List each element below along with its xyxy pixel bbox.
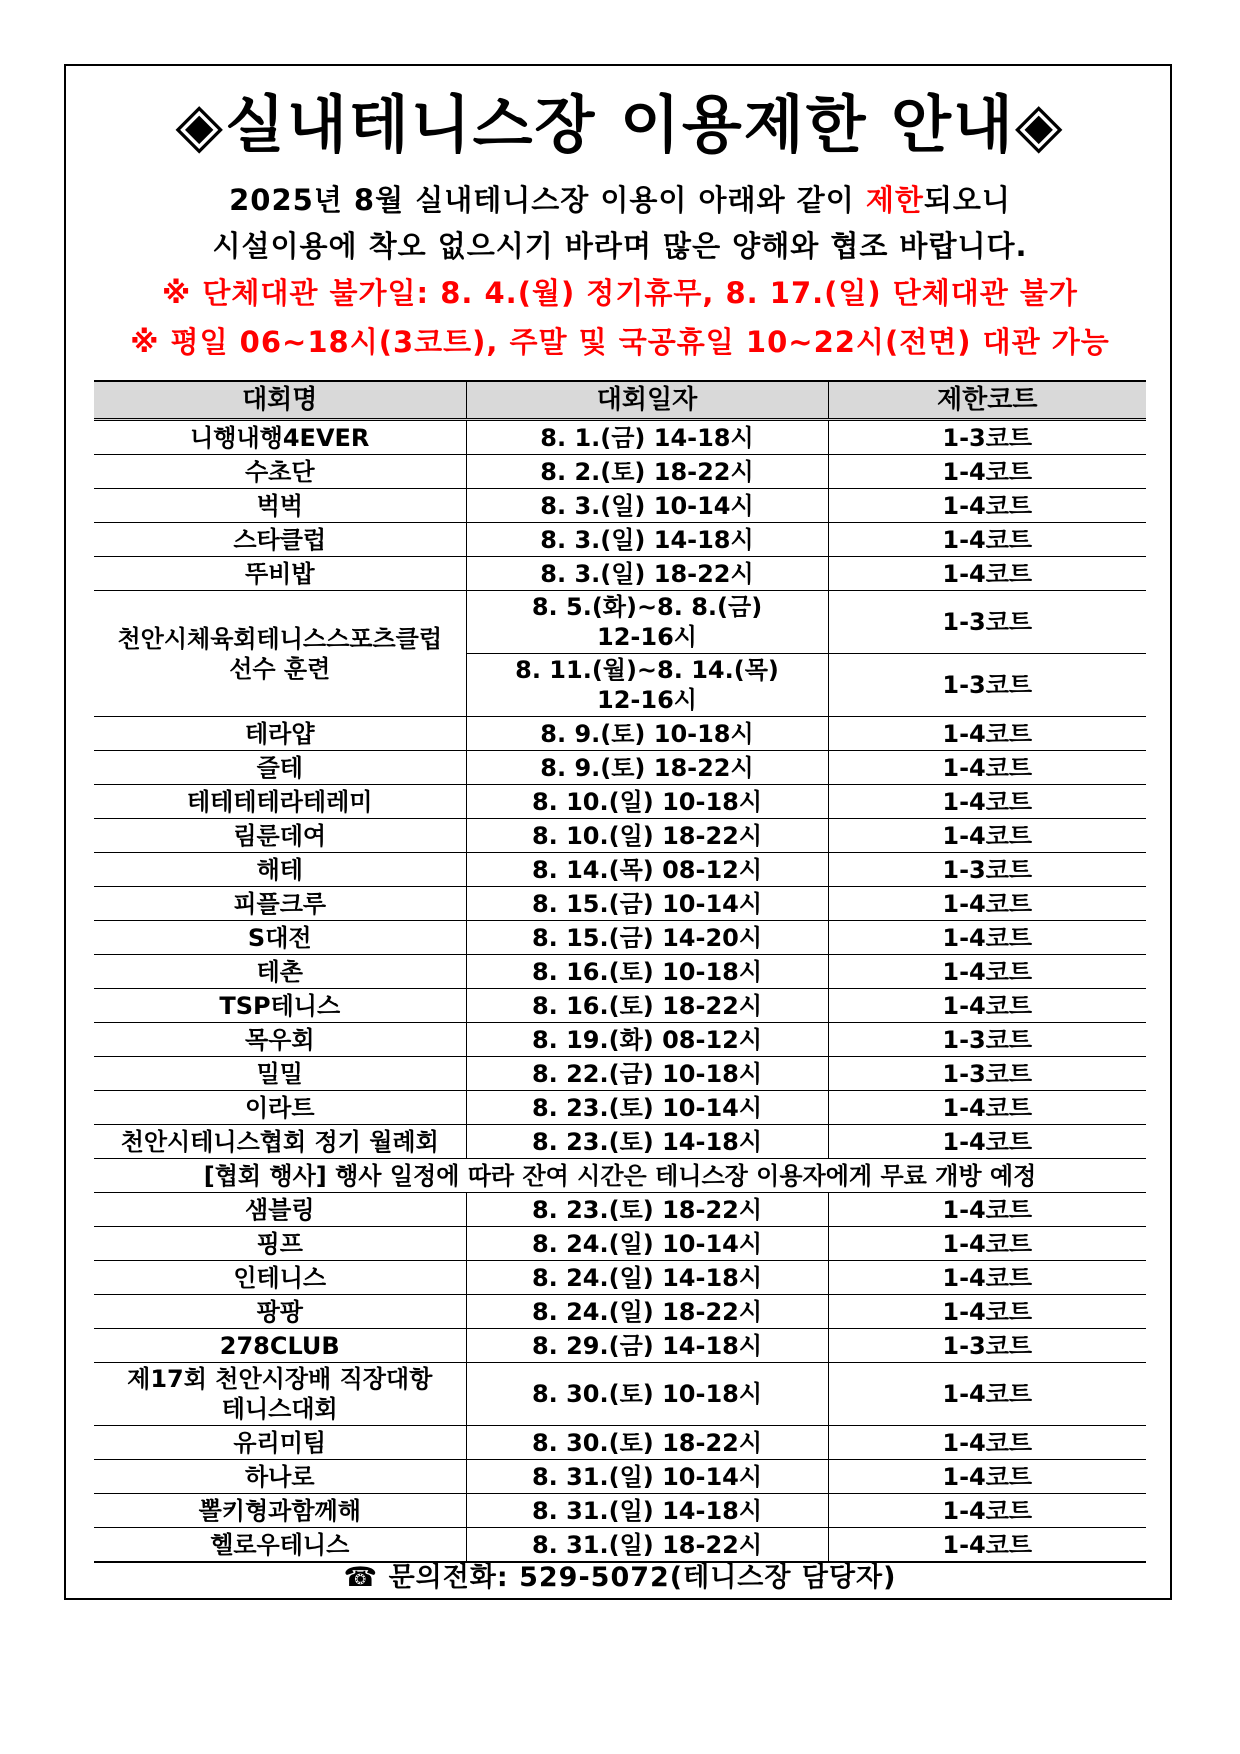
event-date-cell: 8. 3.(일) 18-22시: [466, 557, 828, 591]
court-cell: 1-4코트: [828, 887, 1146, 921]
header-court: 제한코트: [828, 381, 1146, 420]
table-row: [94, 1023, 1146, 1057]
table-row: [94, 853, 1146, 887]
event-date-cell: 8. 16.(토) 10-18시: [466, 955, 828, 989]
event-name-cell: 뚜비밥: [94, 557, 466, 591]
event-name-cell: 니행내행4EVER: [94, 420, 466, 455]
event-name-cell: 팡팡: [94, 1295, 466, 1329]
intro-line-1: [0, 180, 1240, 220]
event-name-cell: 샘블링: [94, 1193, 466, 1227]
table-body-b: [94, 717, 1146, 1159]
court-cell: 1-4코트: [828, 955, 1146, 989]
event-date-cell: 8. 23.(토) 18-22시: [466, 1193, 828, 1227]
court-cell: 1-4코트: [828, 1227, 1146, 1261]
event-name-cell: 벅벅: [94, 489, 466, 523]
table-row: [94, 1227, 1146, 1261]
table-row: [94, 523, 1146, 557]
event-name-cell: 헬로우테니스: [94, 1528, 466, 1563]
court-cell: 1-4코트: [828, 523, 1146, 557]
event-name-cell: 림룬데여: [94, 819, 466, 853]
table-row: [94, 1329, 1146, 1363]
event-date-cell: 8. 19.(화) 08-12시: [466, 1023, 828, 1057]
event-name-cell: 뽈키형과함께해: [94, 1494, 466, 1528]
table-body-a: [94, 420, 1146, 591]
event-name-cell: S대전: [94, 921, 466, 955]
table-row: [94, 1460, 1146, 1494]
event-date-cell: 8. 24.(일) 14-18시: [466, 1261, 828, 1295]
table-row: [94, 989, 1146, 1023]
event-date-cell: 8. 24.(일) 18-22시: [466, 1295, 828, 1329]
event-name-cell: 스타클럽: [94, 523, 466, 557]
table-row: [94, 1261, 1146, 1295]
table-row: [94, 1494, 1146, 1528]
table-row: [94, 489, 1146, 523]
court-cell: 1-4코트: [828, 1494, 1146, 1528]
court-cell: 1-4코트: [828, 989, 1146, 1023]
training-date-2: [466, 654, 828, 717]
training-court-1: 1-3코트: [828, 591, 1146, 654]
training-date-2-line-2: 12-16시: [597, 686, 697, 714]
intro-line-2: 시설이용에 착오 없으시기 바라며 많은 양해와 협조 바랍니다.: [212, 229, 1028, 263]
table-body-company: [94, 1363, 1146, 1426]
table-row: [94, 1426, 1146, 1460]
training-date-1-line-1: 8. 5.(화)~8. 8.(금): [531, 593, 763, 621]
event-date-cell: 8. 23.(토) 10-14시: [466, 1091, 828, 1125]
company-name-cell: [94, 1363, 466, 1426]
event-date-cell: 8. 31.(일) 14-18시: [466, 1494, 828, 1528]
court-cell: 1-4코트: [828, 557, 1146, 591]
header-event-date: 대회일자: [466, 381, 828, 420]
event-name-cell: 테라얍: [94, 717, 466, 751]
table-row: [94, 785, 1146, 819]
event-name-cell: TSP테니스: [94, 989, 466, 1023]
company-name-line-2: 테니스대회: [221, 1395, 338, 1423]
event-name-cell: 천안시테니스협회 정기 월례회: [94, 1125, 466, 1159]
training-date-1-line-2: 12-16시: [597, 623, 697, 651]
event-name-cell: 테테테테라테레미: [94, 785, 466, 819]
table-row: [94, 955, 1146, 989]
company-date: 8. 30.(토) 10-18시: [466, 1363, 828, 1426]
company-name-line-1: 제17회 천안시장배 직장대항: [127, 1365, 433, 1393]
company-court: 1-4코트: [828, 1363, 1146, 1426]
event-name-cell: 피플크루: [94, 887, 466, 921]
court-cell: 1-3코트: [828, 853, 1146, 887]
event-date-cell: 8. 31.(일) 10-14시: [466, 1460, 828, 1494]
event-name-cell: 밀밀: [94, 1057, 466, 1091]
intro-restriction-word: 제한: [865, 183, 924, 217]
event-date-cell: 8. 10.(일) 18-22시: [466, 819, 828, 853]
table-row: [94, 1528, 1146, 1563]
table-row: [94, 1125, 1146, 1159]
table-body-notice: [94, 1159, 1146, 1193]
event-name-cell: 즐테: [94, 751, 466, 785]
training-date-1: [466, 591, 828, 654]
court-cell: 1-4코트: [828, 1295, 1146, 1329]
event-date-cell: 8. 22.(금) 10-18시: [466, 1057, 828, 1091]
table-row: [94, 420, 1146, 455]
event-name-cell: 핑프: [94, 1227, 466, 1261]
training-name-cell: [94, 591, 466, 717]
header-event-name: 대회명: [94, 381, 466, 420]
court-cell: 1-4코트: [828, 785, 1146, 819]
event-date-cell: 8. 14.(목) 08-12시: [466, 853, 828, 887]
court-cell: 1-4코트: [828, 1460, 1146, 1494]
court-cell: 1-3코트: [828, 1057, 1146, 1091]
table-row: [94, 455, 1146, 489]
court-cell: 1-4코트: [828, 455, 1146, 489]
event-date-cell: 8. 3.(일) 10-14시: [466, 489, 828, 523]
event-date-cell: 8. 23.(토) 14-18시: [466, 1125, 828, 1159]
court-cell: 1-4코트: [828, 1091, 1146, 1125]
event-date-cell: 8. 10.(일) 10-18시: [466, 785, 828, 819]
event-name-cell: 278CLUB: [94, 1329, 466, 1363]
table-header-row: [94, 381, 1146, 420]
table-row: [94, 1295, 1146, 1329]
court-cell: 1-4코트: [828, 751, 1146, 785]
event-name-cell: 이라트: [94, 1091, 466, 1125]
court-cell: 1-4코트: [828, 921, 1146, 955]
table-row: [94, 819, 1146, 853]
event-date-cell: 8. 1.(금) 14-18시: [466, 420, 828, 455]
notice-rental-hours: ※ 평일 06~18시(3코트), 주말 및 국공휴일 10~22시(전면) 대관 가능: [130, 325, 1110, 359]
court-cell: 1-4코트: [828, 819, 1146, 853]
court-cell: 1-4코트: [828, 489, 1146, 523]
court-cell: 1-3코트: [828, 420, 1146, 455]
event-date-cell: 8. 31.(일) 18-22시: [466, 1528, 828, 1563]
event-date-cell: 8. 16.(토) 18-22시: [466, 989, 828, 1023]
court-cell: 1-4코트: [828, 1193, 1146, 1227]
table-row: [94, 1159, 1146, 1193]
contact-line: ☎ 문의전화: 529-5072(테니스장 담당자): [343, 1562, 897, 1593]
intro-text-a: 2025년 8월 실내테니스장 이용이 아래와 같이: [229, 183, 866, 217]
event-date-cell: 8. 3.(일) 14-18시: [466, 523, 828, 557]
event-date-cell: 8. 29.(금) 14-18시: [466, 1329, 828, 1363]
event-date-cell: 8. 24.(일) 10-14시: [466, 1227, 828, 1261]
table-row: [94, 591, 1146, 654]
event-name-cell: 수초단: [94, 455, 466, 489]
court-cell: 1-4코트: [828, 1426, 1146, 1460]
page-title: ◈실내테니스장 이용제한 안내◈: [175, 88, 1065, 161]
event-name-cell: 테촌: [94, 955, 466, 989]
event-date-cell: 8. 15.(금) 14-20시: [466, 921, 828, 955]
table-row: [94, 751, 1146, 785]
table-row: [94, 1363, 1146, 1426]
event-date-cell: 8. 15.(금) 10-14시: [466, 887, 828, 921]
event-name-cell: 유리미팀: [94, 1426, 466, 1460]
court-cell: 1-3코트: [828, 1023, 1146, 1057]
table-row: [94, 887, 1146, 921]
table-body-c: [94, 1193, 1146, 1363]
training-name-line-1: 천안시체육회테니스스포츠클럽: [117, 624, 443, 653]
training-date-2-line-1: 8. 11.(월)~8. 14.(목): [515, 656, 779, 684]
table-row: [94, 1193, 1146, 1227]
training-court-2: 1-3코트: [828, 654, 1146, 717]
event-name-cell: 목우회: [94, 1023, 466, 1057]
notice-closed-days: ※ 단체대관 불가일: 8. 4.(월) 정기휴무, 8. 17.(일) 단체대관 불가: [162, 276, 1078, 310]
table-body-d: [94, 1426, 1146, 1563]
association-notice-row: [협회 행사] 행사 일정에 따라 잔여 시간은 테니스장 이용자에게 무료 개방 예정: [94, 1159, 1146, 1193]
intro-text-b: 되오니: [923, 183, 1011, 217]
event-name-cell: 인테니스: [94, 1261, 466, 1295]
event-name-cell: 해테: [94, 853, 466, 887]
court-cell: 1-4코트: [828, 1261, 1146, 1295]
table-row: [94, 921, 1146, 955]
court-cell: 1-4코트: [828, 717, 1146, 751]
table-row: [94, 1091, 1146, 1125]
table-body-training: [94, 591, 1146, 717]
court-cell: 1-3코트: [828, 1329, 1146, 1363]
event-date-cell: 8. 9.(토) 18-22시: [466, 751, 828, 785]
table-row: [94, 717, 1146, 751]
table-row: [94, 557, 1146, 591]
court-cell: 1-4코트: [828, 1125, 1146, 1159]
training-name-line-2: 선수 훈련: [229, 654, 331, 683]
event-name-cell: 하나로: [94, 1460, 466, 1494]
restriction-table: [94, 380, 1146, 1563]
court-cell: 1-4코트: [828, 1528, 1146, 1563]
table-row: [94, 1057, 1146, 1091]
event-date-cell: 8. 2.(토) 18-22시: [466, 455, 828, 489]
event-date-cell: 8. 9.(토) 10-18시: [466, 717, 828, 751]
event-date-cell: 8. 30.(토) 18-22시: [466, 1426, 828, 1460]
